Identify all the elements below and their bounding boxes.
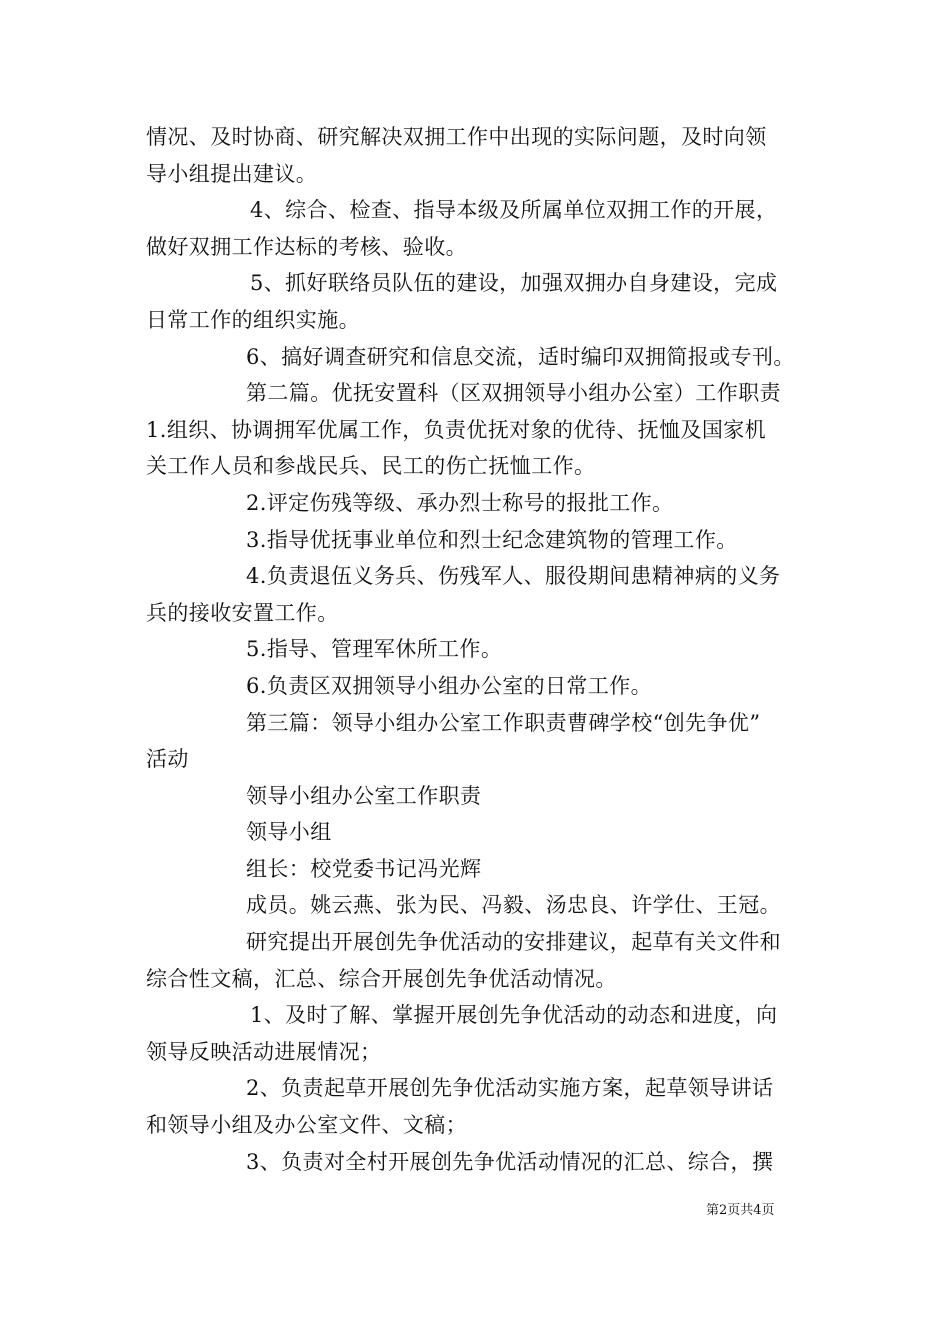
text-line: 成员。姚云燕、张为民、冯毅、汤忠良、许学仕、王冠。 [246,893,781,918]
document-body [146,119,810,1180]
text-line: 研究提出开展创先争优活动的安排建议，起草有关文件和 [246,930,781,955]
text-line: 日常工作的组织实施。 [146,307,360,332]
text-line: 6.负责区双拥领导小组办公室的日常工作。 [246,673,653,698]
text-line: 1.组织、协调拥军优属工作，负责优抚对象的优待、抚恤及国家机 [146,417,767,442]
text-line: 综合性文稿，汇总、综合开展创先争优活动情况。 [146,966,617,991]
text-line: 领导小组办公室工作职责 [246,783,482,808]
text-line: 和领导小组及办公室文件、文稿； [146,1113,467,1138]
text-line: 兵的接收安置工作。 [146,600,339,625]
text-line: 做好双拥工作达标的考核、验收。 [146,234,467,259]
text-line: 活动 [146,747,189,772]
text-line: 关工作人员和参战民兵、民工的伤亡抚恤工作。 [146,454,596,479]
text-line: 导小组提出建议。 [146,161,318,186]
text-line: 情况、及时协商、研究解决双拥工作中出现的实际问题，及时向领 [146,125,767,149]
text-line: 5.指导、管理军休所工作。 [246,637,503,662]
text-line: 1、及时了解、掌握开展创先争优活动的动态和进度，向 [250,1003,778,1028]
page-number-footer: 第2页共4页 [706,1203,775,1218]
text-line: 5、抓好联络员队伍的建设，加强双拥办自身建设，完成 [250,271,778,296]
section-heading-3: 第三篇：领导小组办公室工作职责曹碑学校“创先争优” [246,710,761,735]
text-line: 3.指导优抚事业单位和烈士纪念建筑物的管理工作。 [246,527,738,552]
text-line: 组长：校党委书记冯光辉 [246,856,482,881]
text-line: 3、负责对全村开展创先争优活动情况的汇总、综合，撰 [246,1149,774,1174]
text-line: 领导小组 [246,820,332,845]
text-line: 6、搞好调查研究和信息交流，适时编印双拥简报或专刊。 [246,344,795,369]
text-line: 4.负责退伍义务兵、伤残军人、服役期间患精神病的义务 [246,564,781,589]
text-line: 2.评定伤残等级、承办烈士称号的报批工作。 [246,490,674,515]
text-line: 2、负责起草开展创先争优活动实施方案，起草领导讲话 [246,1076,774,1101]
section-heading-2: 第二篇。优抚安置科（区双拥领导小组办公室）工作职责 [246,381,781,406]
text-line: 领导反映活动进展情况； [146,1039,382,1064]
text-line: 4、综合、检查、指导本级及所属单位双拥工作的开展， [250,198,778,223]
